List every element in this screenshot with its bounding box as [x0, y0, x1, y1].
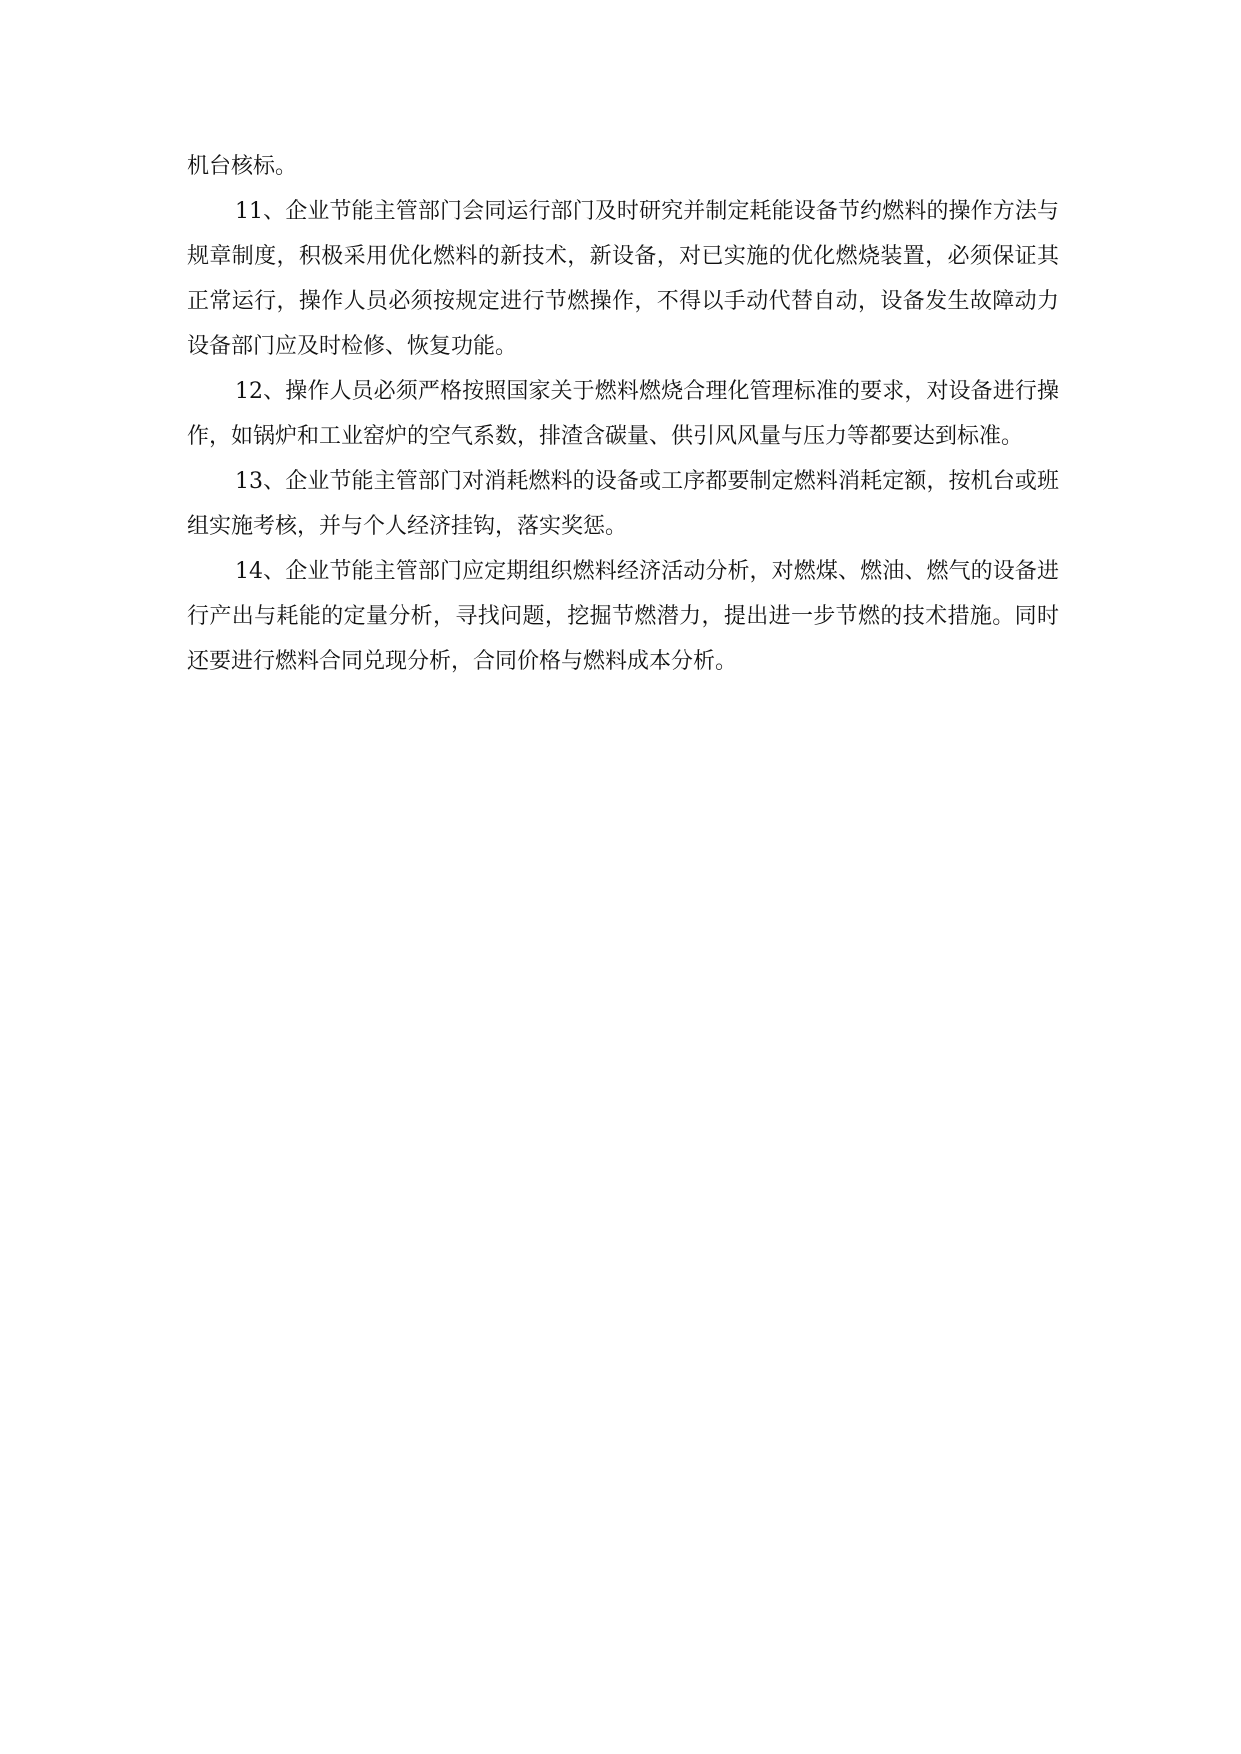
paragraph-item-13: 13、企业节能主管部门对消耗燃料的设备或工序都要制定燃料消耗定额，按机台或班组实施考核，并与个人经济挂钩，落实奖惩。 [187, 469, 1059, 539]
paragraph-item-12: 12、操作人员必须严格按照国家关于燃料燃烧合理化管理标准的要求，对设备进行操作，如锅炉和工业窑炉的空气系数，排渣含碳量、供引风风量与压力等都要达到标准。 [187, 379, 1059, 449]
paragraph-continuation: 机台核标。 [187, 154, 298, 179]
paragraph-item-14: 14、企业节能主管部门应定期组织燃料经济活动分析，对燃煤、燃油、燃气的设备进行产出与耗能的定量分析，寻找问题，挖掘节燃潜力，提出进一步节燃的技术措施。同时还要进行燃料合同兑现分析，合同价格与燃料成本分析。 [187, 559, 1059, 674]
document-body [187, 144, 1059, 684]
paragraph-item-11: 11、企业节能主管部门会同运行部门及时研究并制定耗能设备节约燃料的操作方法与规章制度，积极采用优化燃料的新技术，新设备，对已实施的优化燃烧装置，必须保证其正常运行，操作人员必须按规定进行节燃操作，不得以手动代替自动，设备发生故障动力设备部门应及时检修、恢复功能。 [187, 199, 1059, 359]
